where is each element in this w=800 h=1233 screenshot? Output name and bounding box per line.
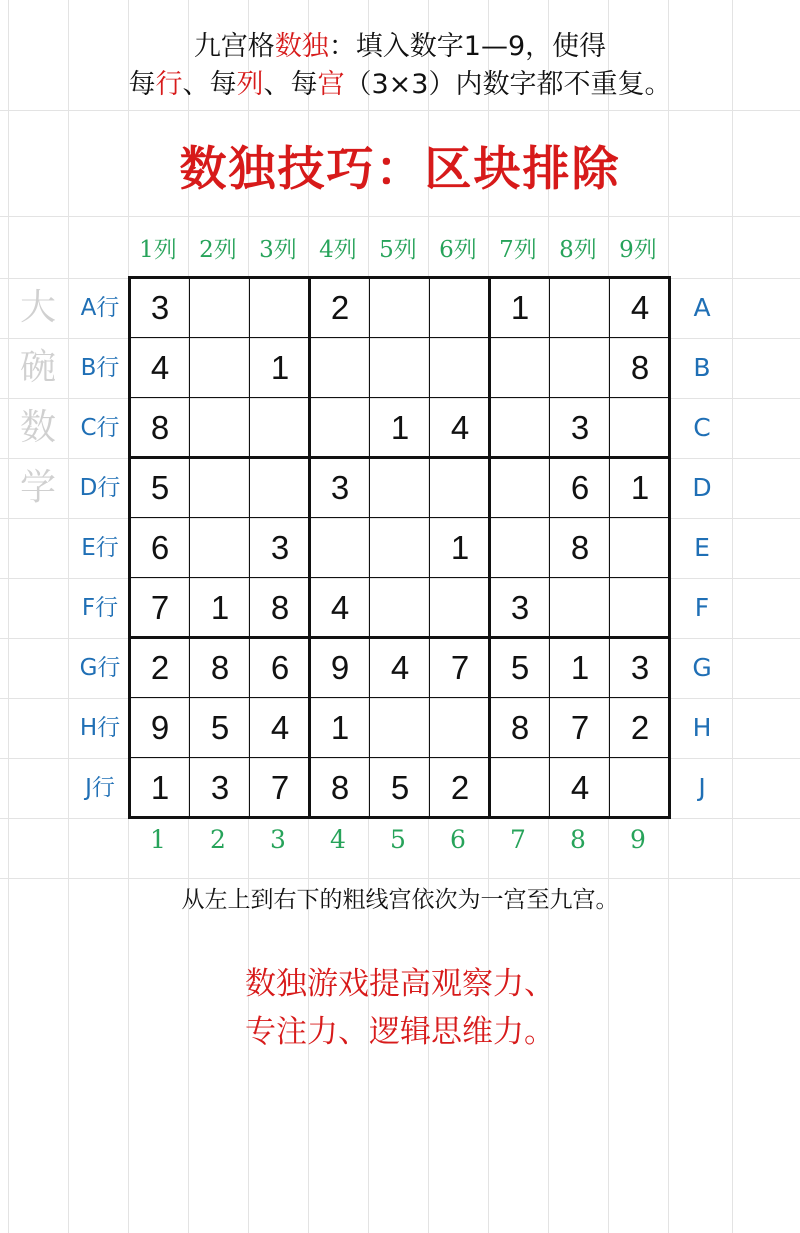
sudoku-board <box>128 276 672 820</box>
column-label: 4列 <box>319 237 357 263</box>
bottom-column-number: 7 <box>510 825 526 854</box>
row-letter: E <box>694 533 710 562</box>
sudoku-cell[interactable] <box>250 398 310 458</box>
sudoku-cell[interactable] <box>190 458 250 518</box>
page-title: 数独技巧：区块排除 <box>179 142 621 197</box>
sudoku-cell[interactable] <box>430 458 490 518</box>
sudoku-cell[interactable] <box>430 698 490 758</box>
box-border-horizontal <box>128 636 671 639</box>
column-label: 3列 <box>259 237 297 263</box>
cell-border-horizontal <box>128 757 671 758</box>
header-highlight-row: 行 <box>155 69 183 100</box>
row-letter: H <box>692 713 712 742</box>
sudoku-cell[interactable] <box>610 578 670 638</box>
box-border-vertical <box>668 276 671 819</box>
sudoku-cell[interactable]: 4 <box>450 409 470 446</box>
sudoku-cell[interactable]: 6 <box>270 649 290 686</box>
header-text: ：填入数字1—9，使得 <box>328 31 607 62</box>
column-label: 5列 <box>379 237 417 263</box>
sudoku-cell[interactable] <box>370 578 430 638</box>
sudoku-cell[interactable]: 8 <box>210 649 230 686</box>
row-letter: D <box>692 473 712 502</box>
sudoku-cell[interactable]: 1 <box>510 289 530 326</box>
header-line-1 <box>0 30 800 64</box>
grid-guide-horizontal <box>0 110 800 111</box>
sudoku-cell[interactable]: 5 <box>210 709 230 746</box>
sudoku-cell[interactable]: 4 <box>150 349 170 386</box>
sudoku-cell[interactable] <box>430 278 490 338</box>
sudoku-cell[interactable] <box>190 338 250 398</box>
sudoku-cell[interactable]: 3 <box>330 469 350 506</box>
row-letter: J <box>698 773 706 802</box>
sudoku-cell[interactable]: 5 <box>390 769 410 806</box>
row-label: J行 <box>85 775 115 801</box>
sudoku-cell[interactable]: 3 <box>150 289 170 326</box>
header-highlight-sudoku: 数独 <box>274 31 329 62</box>
sudoku-cell[interactable] <box>610 518 670 578</box>
sudoku-cell[interactable]: 2 <box>450 769 470 806</box>
sudoku-cell[interactable]: 6 <box>570 469 590 506</box>
sudoku-cell[interactable]: 1 <box>390 409 410 446</box>
cell-border-vertical <box>249 276 250 819</box>
column-label: 9列 <box>619 237 657 263</box>
box-order-note: 从左上到右下的粗线宫依次为一宫至九宫。 <box>181 887 619 913</box>
sudoku-cell[interactable] <box>190 398 250 458</box>
cell-border-horizontal <box>128 397 671 398</box>
sudoku-cell[interactable]: 4 <box>570 769 590 806</box>
sudoku-cell[interactable] <box>550 338 610 398</box>
sudoku-cell[interactable] <box>190 278 250 338</box>
sudoku-cell[interactable]: 2 <box>630 709 650 746</box>
sudoku-cell[interactable]: 4 <box>390 649 410 686</box>
cell-border-vertical <box>549 276 550 819</box>
sudoku-cell[interactable]: 5 <box>510 649 530 686</box>
brand-character: 碗 <box>19 347 56 388</box>
row-letter: C <box>693 413 711 442</box>
bottom-column-number: 1 <box>150 825 166 854</box>
sudoku-cell[interactable] <box>550 578 610 638</box>
sudoku-cell[interactable]: 1 <box>270 349 290 386</box>
row-label: D行 <box>79 475 121 501</box>
box-border-vertical <box>488 276 491 819</box>
sudoku-cell[interactable]: 9 <box>330 649 350 686</box>
row-label: E行 <box>81 535 119 561</box>
row-label: C行 <box>80 415 120 441</box>
sudoku-cell[interactable]: 1 <box>210 589 230 626</box>
sudoku-cell[interactable] <box>490 398 550 458</box>
column-label: 8列 <box>559 237 597 263</box>
box-border-vertical <box>128 276 131 819</box>
bottom-column-number: 5 <box>390 825 406 854</box>
sudoku-cell[interactable] <box>550 278 610 338</box>
sudoku-cell[interactable]: 4 <box>270 709 290 746</box>
row-letter: F <box>694 593 710 622</box>
brand-character: 学 <box>19 467 56 508</box>
sudoku-cell[interactable]: 2 <box>150 649 170 686</box>
column-label: 7列 <box>499 237 537 263</box>
sudoku-cell[interactable] <box>370 338 430 398</box>
sudoku-cell[interactable]: 7 <box>270 769 290 806</box>
row-label: A行 <box>80 295 120 321</box>
cell-border-horizontal <box>128 697 671 698</box>
grid-guide-horizontal <box>0 216 800 217</box>
box-border-vertical <box>308 276 311 819</box>
header-line-2 <box>0 68 800 102</box>
sudoku-cell[interactable] <box>610 758 670 818</box>
header-highlight-box: 宫 <box>317 69 345 100</box>
row-label: B行 <box>80 355 120 381</box>
sudoku-cell[interactable]: 8 <box>330 769 350 806</box>
column-label: 6列 <box>439 237 477 263</box>
row-letter: B <box>693 353 711 382</box>
bottom-column-number: 9 <box>630 825 646 854</box>
cell-border-horizontal <box>128 517 671 518</box>
sudoku-cell[interactable]: 7 <box>450 649 470 686</box>
row-letter: G <box>692 653 712 682</box>
sudoku-cell[interactable] <box>370 518 430 578</box>
cell-border-vertical <box>609 276 610 819</box>
brand-character: 数 <box>19 407 56 448</box>
sudoku-cell[interactable]: 1 <box>330 709 350 746</box>
header-text: （3×3）内数字都不重复。 <box>344 69 672 100</box>
sudoku-cell[interactable]: 3 <box>270 529 290 566</box>
sudoku-cell[interactable] <box>490 458 550 518</box>
sudoku-cell[interactable] <box>250 278 310 338</box>
column-label: 1列 <box>139 237 177 263</box>
sudoku-cell[interactable] <box>490 518 550 578</box>
grid-guide-horizontal <box>0 878 800 879</box>
sudoku-cell[interactable] <box>310 398 370 458</box>
sudoku-cell[interactable] <box>190 518 250 578</box>
sudoku-cell[interactable]: 1 <box>570 649 590 686</box>
sudoku-cell[interactable] <box>310 518 370 578</box>
sudoku-cell[interactable]: 6 <box>150 529 170 566</box>
sudoku-cell[interactable] <box>430 578 490 638</box>
sudoku-cell[interactable]: 3 <box>210 769 230 806</box>
sudoku-cell[interactable]: 3 <box>570 409 590 446</box>
sudoku-cell[interactable]: 1 <box>150 769 170 806</box>
sudoku-cell[interactable]: 1 <box>630 469 650 506</box>
sudoku-cell[interactable] <box>310 338 370 398</box>
sudoku-cell[interactable] <box>370 458 430 518</box>
column-label: 2列 <box>199 237 237 263</box>
sudoku-cell[interactable] <box>370 698 430 758</box>
sudoku-cell[interactable]: 5 <box>150 469 170 506</box>
sudoku-cell[interactable]: 8 <box>270 589 290 626</box>
bottom-column-number: 6 <box>450 825 466 854</box>
sudoku-cell[interactable]: 7 <box>570 709 590 746</box>
sudoku-cell[interactable]: 8 <box>510 709 530 746</box>
sudoku-cell[interactable]: 1 <box>450 529 470 566</box>
sudoku-cell[interactable] <box>430 338 490 398</box>
cell-border-horizontal <box>128 577 671 578</box>
sudoku-cell[interactable]: 9 <box>150 709 170 746</box>
bottom-column-number: 2 <box>210 825 226 854</box>
box-border-horizontal <box>128 456 671 459</box>
slogan-line-2: 专注力、逻辑思维力。 <box>245 1014 555 1050</box>
sudoku-cell[interactable]: 8 <box>630 349 650 386</box>
sudoku-cell[interactable]: 3 <box>630 649 650 686</box>
brand-character: 大 <box>19 287 56 328</box>
row-label: F行 <box>81 595 119 621</box>
header-text: 、每 <box>182 69 237 100</box>
header-highlight-column: 列 <box>236 69 264 100</box>
box-border-horizontal <box>128 276 671 279</box>
sudoku-cell[interactable] <box>370 278 430 338</box>
sudoku-cell[interactable]: 8 <box>150 409 170 446</box>
row-letter: A <box>693 293 711 322</box>
sudoku-cell[interactable]: 7 <box>150 589 170 626</box>
sudoku-cell[interactable] <box>250 458 310 518</box>
sudoku-cell[interactable]: 4 <box>330 589 350 626</box>
sudoku-cell[interactable]: 3 <box>510 589 530 626</box>
cell-border-vertical <box>429 276 430 819</box>
sudoku-cell[interactable]: 4 <box>630 289 650 326</box>
sudoku-cell[interactable] <box>490 758 550 818</box>
slogan-line-1: 数独游戏提高观察力、 <box>245 966 555 1002</box>
bottom-column-number: 8 <box>570 825 586 854</box>
bottom-column-number: 3 <box>270 825 286 854</box>
header-text: 、每 <box>263 69 318 100</box>
sudoku-cell[interactable] <box>610 398 670 458</box>
sudoku-cell[interactable] <box>490 338 550 398</box>
row-label: H行 <box>79 715 121 741</box>
row-label: G行 <box>79 655 121 681</box>
sudoku-cell[interactable]: 8 <box>570 529 590 566</box>
header-text: 九宫格 <box>193 31 275 62</box>
sudoku-cell[interactable]: 2 <box>330 289 350 326</box>
header-text: 每 <box>128 69 156 100</box>
cell-border-vertical <box>189 276 190 819</box>
bottom-column-number: 4 <box>330 825 346 854</box>
cell-border-horizontal <box>128 337 671 338</box>
cell-border-vertical <box>369 276 370 819</box>
